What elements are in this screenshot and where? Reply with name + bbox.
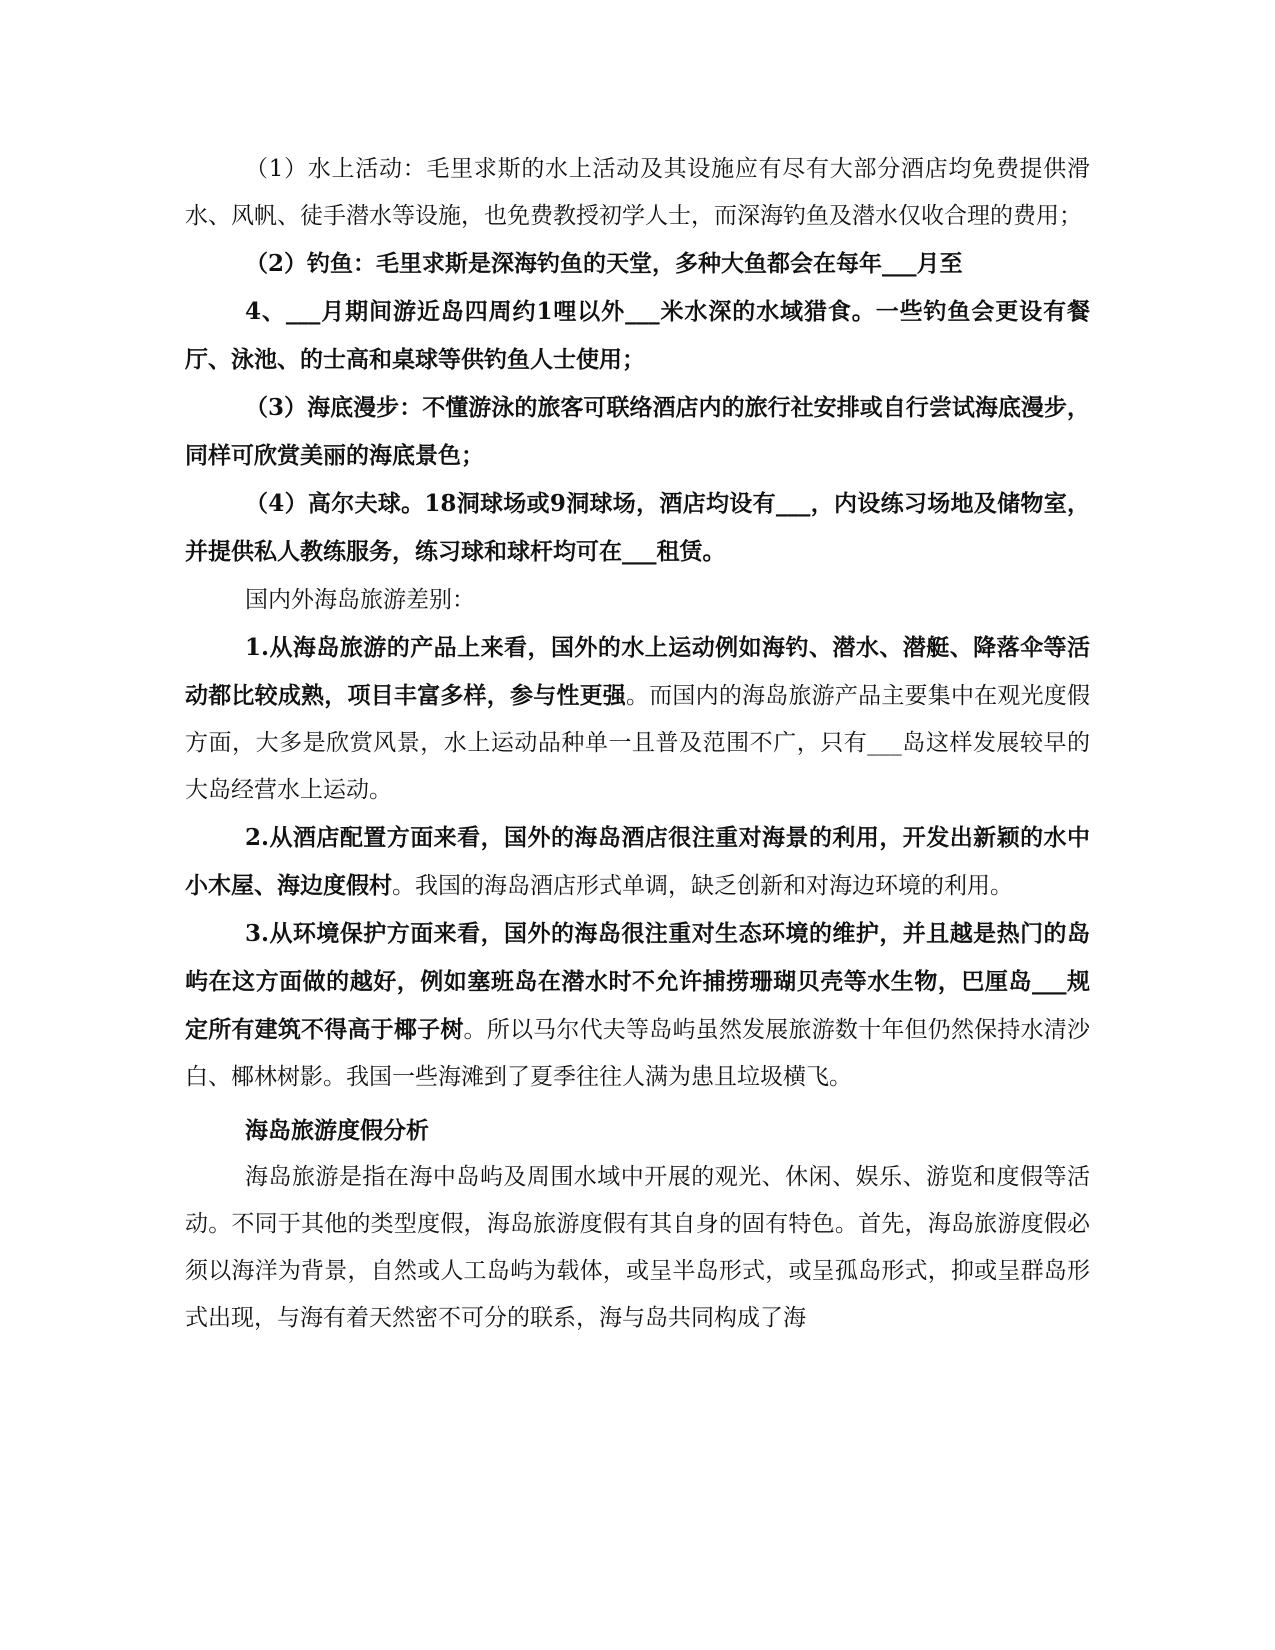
section-paragraph: 海岛旅游是指在海中岛屿及周围水域中开展的观光、休闲、娱乐、游览和度假等活动。不同于其他的类型度假，海岛旅游度假有其自身的固有特色。首先，海岛旅游度假必须以海洋为背景，自然或人工岛屿为载体，或呈半岛形式，或呈孤岛形式，抑或呈群岛形式出现，与海有着天然密不可分的联系，海与岛共同构成了海 [185, 1164, 1090, 1331]
paragraph-text: 国内外海岛旅游差别： [245, 587, 475, 613]
paragraph-text: 。我国的海岛酒店形式单调，缺乏创新和对海边环境的利用。 [392, 873, 1013, 899]
paragraph-fishing-continued [185, 288, 1090, 384]
paragraph-water-activities [185, 145, 1090, 240]
paragraph-bold-text: 3.从环境保护方面来看，国外的海岛很注重对生态环境的维护，并且越是热门的岛屿在这方面做的越好，例如塞班岛在潜水时不允许捕捞珊瑚贝壳等水生物，巴厘岛___规定所有建筑不得高于椰子树 [185, 920, 1090, 1043]
paragraph-undersea-walk [185, 384, 1090, 480]
paragraph-difference-environment [185, 910, 1090, 1101]
paragraph-text: 。而国内的海岛旅游产品主要集中在观光度假方面，大多是欣赏风景，水上运动品种单一且普及范围不广，只有___岛这样发展较早的大岛经营水上运动。 [185, 683, 1090, 803]
paragraph-golf [185, 480, 1090, 576]
paragraph-differences-intro [185, 576, 1090, 624]
paragraph-bold-text: （3）海底漫步：不懂游泳的旅客可联络酒店内的旅行社安排或自行尝试海底漫步，同样可欣赏美丽的海底景色； [185, 394, 1090, 469]
paragraph-bold-text: 1.从海岛旅游的产品上来看，国外的水上运动例如海钓、潜水、潜艇、降落伞等活动都比较成熟，项目丰富多样，参与性更强 [185, 634, 1090, 709]
paragraph-difference-products [185, 624, 1090, 814]
paragraph-text: （1）水上活动：毛里求斯的水上活动及其设施应有尽有大部分酒店均免费提供滑水、风帆、徒手潜水等设施，也免费教授初学人士，而深海钓鱼及潜水仅收合理的费用； [185, 156, 1090, 229]
paragraph-bold-text: 4、___月期间游近岛四周约1哩以外___米水深的水域猎食。一些钓鱼会更设有餐厅、泳池、的士高和桌球等供钓鱼人士使用； [185, 298, 1090, 373]
paragraph-bold-text: 2.从酒店配置方面来看，国外的海岛酒店很注重对海景的利用，开发出新颖的水中小木屋、海边度假村 [185, 824, 1090, 899]
paragraph-bold-text: （2）钓鱼：毛里求斯是深海钓鱼的天堂，多种大鱼都会在每年___月至 [245, 250, 963, 277]
paragraph-bold-text: （4）高尔夫球。18洞球场或9洞球场，酒店均设有___，内设练习场地及储物室，并提供私人教练服务，练习球和球杆均可在___租赁。 [185, 490, 1090, 565]
paragraph-difference-hotels [185, 814, 1090, 910]
paragraph-text: 。所以马尔代夫等岛屿虽然发展旅游数十年但仍然保持水清沙白、椰林树影。我国一些海滩到了夏季往往人满为患且垃圾横飞。 [185, 1017, 1091, 1090]
section-title: 海岛旅游度假分析 [245, 1117, 429, 1144]
document-body [185, 145, 1090, 1342]
paragraph-fishing [185, 240, 1090, 288]
